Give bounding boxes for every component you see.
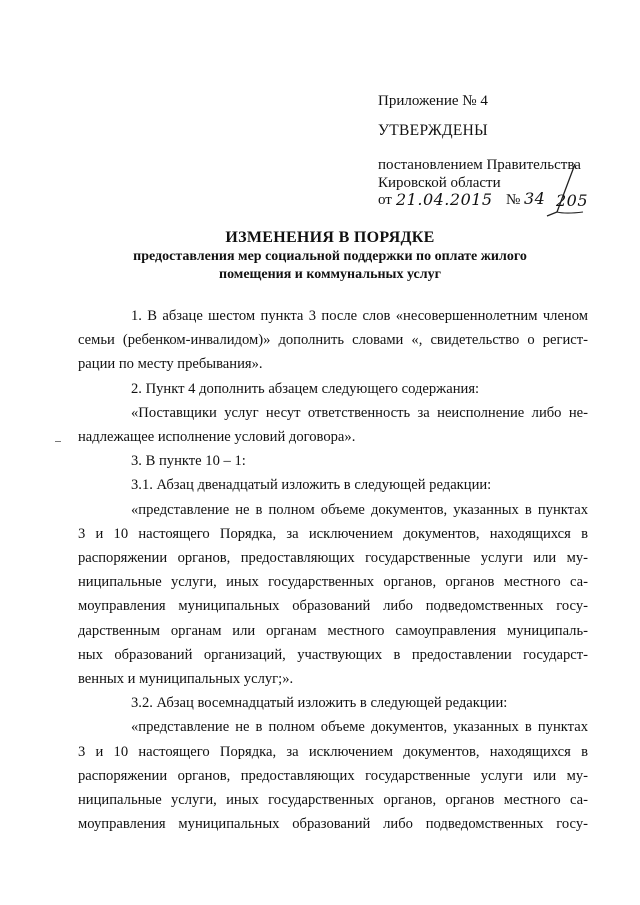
document-body <box>78 304 588 836</box>
paragraph-6-line-1: «представление не в полном объеме документов, указанных в пунктах <box>131 501 588 518</box>
number-prefix: № <box>506 192 521 208</box>
paragraph-3-line-1: «Поставщики услуг несут ответственность за неисполнение либо не- <box>131 404 588 421</box>
paragraph-3-line-2: надлежащее исполнение условий договора». <box>78 429 356 446</box>
decree-line-2: Кировской области <box>378 175 501 191</box>
paragraph-8-line-5: моуправления муниципальных образований либо подведомственных госу- <box>78 816 588 833</box>
document-subtitle-line-2: помещения и коммунальных услуг <box>219 267 441 282</box>
paragraph-3 <box>78 401 588 449</box>
paragraph-7: 3.2. Абзац восемнадцатый изложить в следующей редакции: <box>131 695 508 712</box>
paragraph-8 <box>78 715 588 836</box>
paragraph-1-line-2: семьи (ребенком-инвалидом)» дополнить словами «, свидетельство о регист- <box>78 332 588 349</box>
paragraph-1-line-3: рации по месту пребывания». <box>78 356 263 373</box>
paragraph-1-line-1: 1. В абзаце шестом пункта 3 после слов «несовершеннолетним членом <box>131 308 588 324</box>
paragraph-6 <box>78 498 588 692</box>
document-subtitle-line-1: предоставления мер социальной поддержки по оплате жилого <box>133 249 527 264</box>
paragraph-2: 2. Пункт 4 дополнить абзацем следующего содержания: <box>131 380 480 397</box>
paragraph-4: 3. В пункте 10 – 1: <box>131 453 246 470</box>
handwritten-number-b: 205 <box>556 191 589 210</box>
approved-label: УТВЕРЖДЕНЫ <box>378 122 488 139</box>
appendix-label: Приложение № 4 <box>378 93 488 109</box>
paragraph-6-line-3: распоряжении органов, предоставляющих государственные услуги или му- <box>78 550 588 567</box>
paragraph-6-line-5: моуправления муниципальных образований либо подведомственных госу- <box>78 598 588 615</box>
paragraph-8-line-3: распоряжении органов, предоставляющих государственные услуги или му- <box>78 767 588 784</box>
handwritten-number-a: 34 <box>524 189 546 208</box>
approval-block <box>378 92 618 212</box>
paragraph-6-line-4: ниципальные услуги, иных государственных органов, органов местного са- <box>78 574 588 591</box>
paragraph-6-line-7: ных образований организаций, участвующих в предоставлении государст- <box>78 646 588 663</box>
paragraph-8-line-4: ниципальные услуги, иных государственных органов, органов местного са- <box>78 792 588 809</box>
paragraph-6-line-8: венных и муниципальных услуг;». <box>78 671 294 688</box>
paragraph-5: 3.1. Абзац двенадцатый изложить в следующей редакции: <box>131 477 492 494</box>
margin-mark <box>55 441 61 442</box>
handwritten-date: 21.04.2015 <box>396 190 493 209</box>
paragraph-8-line-2: 3 и 10 настоящего Порядка, за исключением документов, находящихся в <box>78 743 588 760</box>
paragraph-6-line-2: 3 и 10 настоящего Порядка, за исключением документов, находящихся в <box>78 525 588 542</box>
document-title-block <box>60 228 600 284</box>
paragraph-1 <box>78 304 588 377</box>
decree-line-1: постановлением Правительства <box>378 157 581 173</box>
paragraph-6-line-6: дарственным органам или органам местного самоуправления муниципаль- <box>78 622 588 639</box>
from-prefix: от <box>378 192 392 208</box>
paragraph-8-line-1: «представление не в полном объеме документов, указанных в пунктах <box>131 719 588 736</box>
decree-date-number-line <box>378 189 618 212</box>
document-title: ИЗМЕНЕНИЯ В ПОРЯДКЕ <box>225 229 435 246</box>
